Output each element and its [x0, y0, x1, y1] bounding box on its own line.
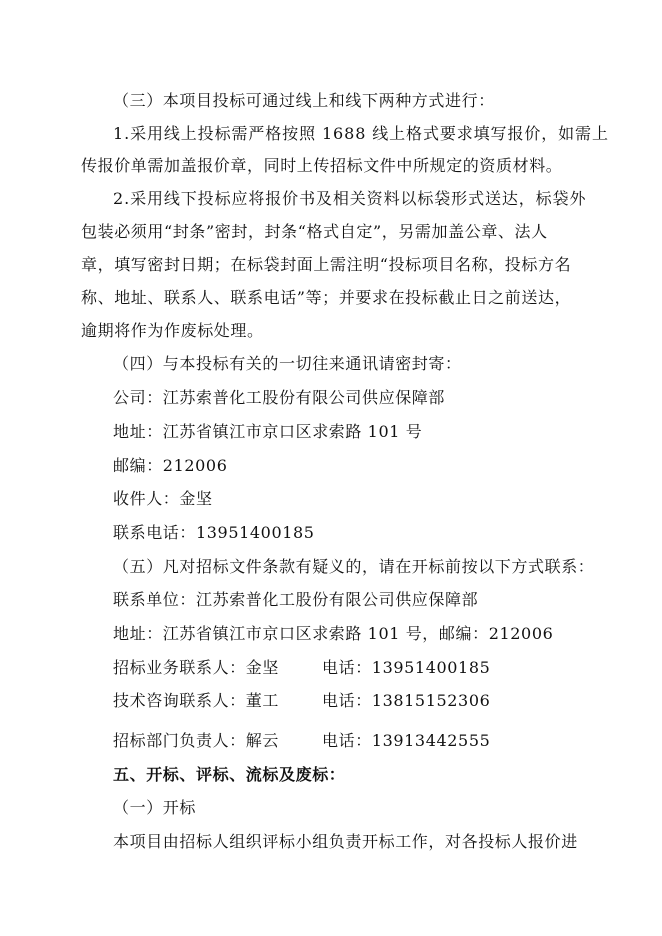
section4-recipient: 收件人：金坚 — [113, 489, 213, 508]
contact-role: 招标业务联系人：金坚 — [113, 658, 280, 677]
section5-unit: 联系单位：江苏索普化工股份有限公司供应保障部 — [113, 590, 479, 609]
section5-heading: （五）凡对招标文件条款有疑义的，请在开标前按以下方式联系： — [113, 557, 595, 576]
part5-title: 五、开标、评标、流标及废标： — [113, 765, 346, 784]
contact-role: 招标部门负责人：解云 — [113, 731, 280, 750]
section3-item1-line1: 1.采用线上投标需严格按照 1688 线上格式要求填写报价，如需上 — [113, 124, 609, 143]
section3-item2-line4: 称、地址、联系人、联系电话”等；并要求在投标截止日之前送达， — [81, 288, 572, 307]
section5-address: 地址：江苏省镇江市京口区求索路 101 号，邮编：212006 — [113, 624, 554, 643]
section3-heading: （三）本项目投标可通过线上和线下两种方式进行： — [113, 91, 495, 110]
section3-item2-line1: 2.采用线下投标应将报价书及相关资料以标袋形式送达，标袋外 — [113, 189, 587, 208]
section4-phone: 联系电话：13951400185 — [113, 523, 315, 542]
contact-phone: 电话：13913442555 — [322, 731, 491, 750]
section3-item2-line2: 包装必须用“封条”密封，封条“格式自定”，另需加盖公章、法人 — [81, 222, 548, 241]
contact-row — [113, 690, 491, 712]
section4-postcode: 邮编：212006 — [113, 456, 228, 475]
part5-sub1: （一）开标 — [113, 798, 197, 817]
contact-phone: 电话：13951400185 — [322, 658, 491, 677]
section4-company: 公司：江苏索普化工股份有限公司供应保障部 — [113, 388, 446, 407]
section4-heading: （四）与本投标有关的一切往来通讯请密封寄： — [113, 354, 462, 373]
contact-row — [113, 730, 491, 752]
contact-row — [113, 657, 491, 679]
section3-item2-line5: 逾期将作为作废标处理。 — [81, 321, 264, 340]
contact-phone: 电话：13815152306 — [322, 691, 491, 710]
section3-item2-line3: 章，填写密封日期；在标袋封面上需注明“投标项目名称，投标方名 — [81, 255, 572, 274]
contact-role: 技术咨询联系人：董工 — [113, 691, 280, 710]
part5-paragraph1: 本项目由招标人组织评标小组负责开标工作，对各投标人报价进 — [113, 832, 578, 851]
section4-address: 地址：江苏省镇江市京口区求索路 101 号 — [113, 422, 423, 441]
section3-item1-line2: 传报价单需加盖报价章，同时上传招标文件中所规定的资质材料。 — [81, 156, 563, 175]
